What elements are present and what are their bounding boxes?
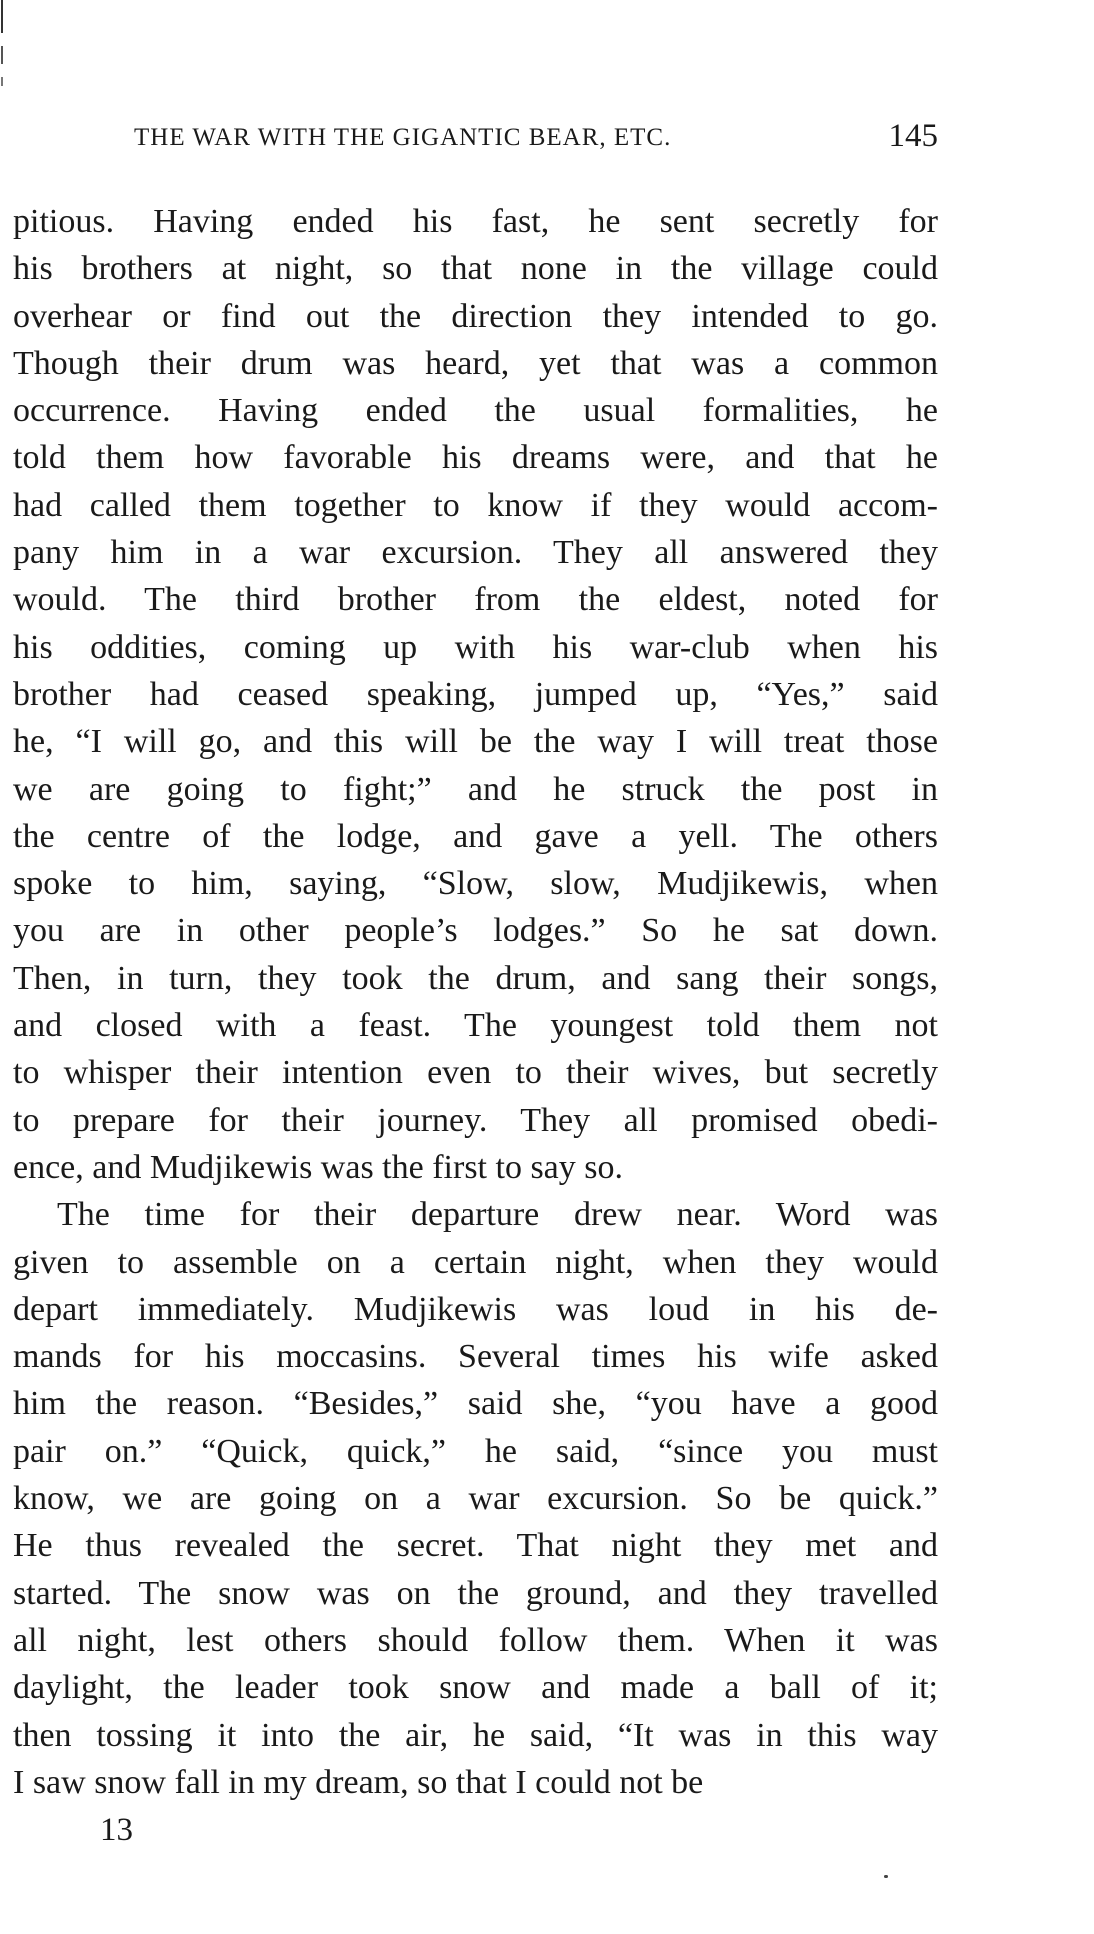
- signature-mark: 13: [100, 1812, 133, 1848]
- text-line: know, we are going on a war excursion. So be quick.”: [13, 1480, 938, 1518]
- text-line: told them how favorable his dreams were, and that he: [13, 439, 938, 477]
- text-line: he, “I will go, and this will be the way I will treat those: [13, 723, 938, 761]
- text-line: spoke to him, saying, “Slow, slow, Mudjikewis, when: [13, 865, 938, 903]
- text-line: The time for their departure drew near. Word was: [57, 1196, 938, 1234]
- text-line: to prepare for their journey. They all promised obedi-: [13, 1101, 938, 1139]
- running-title: THE WAR WITH THE GIGANTIC BEAR, ETC.: [134, 124, 672, 151]
- text-line: Then, in turn, they took the drum, and sang their songs,: [13, 959, 938, 997]
- text-line: depart immediately. Mudjikewis was loud in his de-: [13, 1290, 938, 1328]
- text-line: overhear or find out the direction they intended to go.: [13, 297, 938, 335]
- running-header: [13, 118, 938, 158]
- text-line: pitious. Having ended his fast, he sent secretly for: [13, 203, 938, 240]
- text-line: ence, and Mudjikewis was the first to say so.: [13, 1148, 623, 1186]
- text-line: the centre of the lodge, and gave a yell. The others: [13, 817, 938, 855]
- text-line: I saw snow fall in my dream, so that I could not be: [13, 1763, 704, 1801]
- text-line: pair on.” “Quick, quick,” he said, “since you must: [13, 1432, 938, 1470]
- text-line: started. The snow was on the ground, and they travelled: [13, 1574, 938, 1612]
- text-line: him the reason. “Besides,” said she, “you have a good: [13, 1385, 938, 1423]
- text-line: mands for his moccasins. Several times his wife asked: [13, 1338, 938, 1376]
- text-line: given to assemble on a certain night, when they would: [13, 1243, 938, 1281]
- text-line: to whisper their intention even to their wives, but secretly: [13, 1054, 938, 1092]
- text-line: his oddities, coming up with his war-club when his: [13, 628, 938, 666]
- text-line: would. The third brother from the eldest, noted for: [13, 581, 938, 619]
- text-line: He thus revealed the secret. That night they met and: [13, 1527, 938, 1565]
- text-line: had called them together to know if they would accom-: [13, 486, 938, 524]
- page-number: 145: [888, 118, 938, 154]
- text-line: all night, lest others should follow them. When it was: [13, 1621, 938, 1659]
- body-text: [13, 198, 938, 1806]
- text-line: then tossing it into the air, he said, “It was in this way: [13, 1716, 938, 1754]
- text-line: we are going to fight;” and he struck the post in: [13, 770, 938, 808]
- text-line: his brothers at night, so that none in the village could: [13, 250, 938, 288]
- text-line: pany him in a war excursion. They all answered they: [13, 534, 938, 572]
- margin-scan-mark: [1, 0, 3, 110]
- text-line: Though their drum was heard, yet that was a common: [13, 344, 938, 382]
- text-line: daylight, the leader took snow and made a ball of it;: [13, 1669, 938, 1707]
- text-line: brother had ceased speaking, jumped up, “Yes,” said: [13, 675, 938, 713]
- text-line: and closed with a feast. The youngest told them not: [13, 1007, 938, 1045]
- text-line: you are in other people’s lodges.” So he sat down.: [13, 912, 938, 950]
- ink-speck: [884, 1875, 888, 1878]
- text-line: occurrence. Having ended the usual formalities, he: [13, 392, 938, 430]
